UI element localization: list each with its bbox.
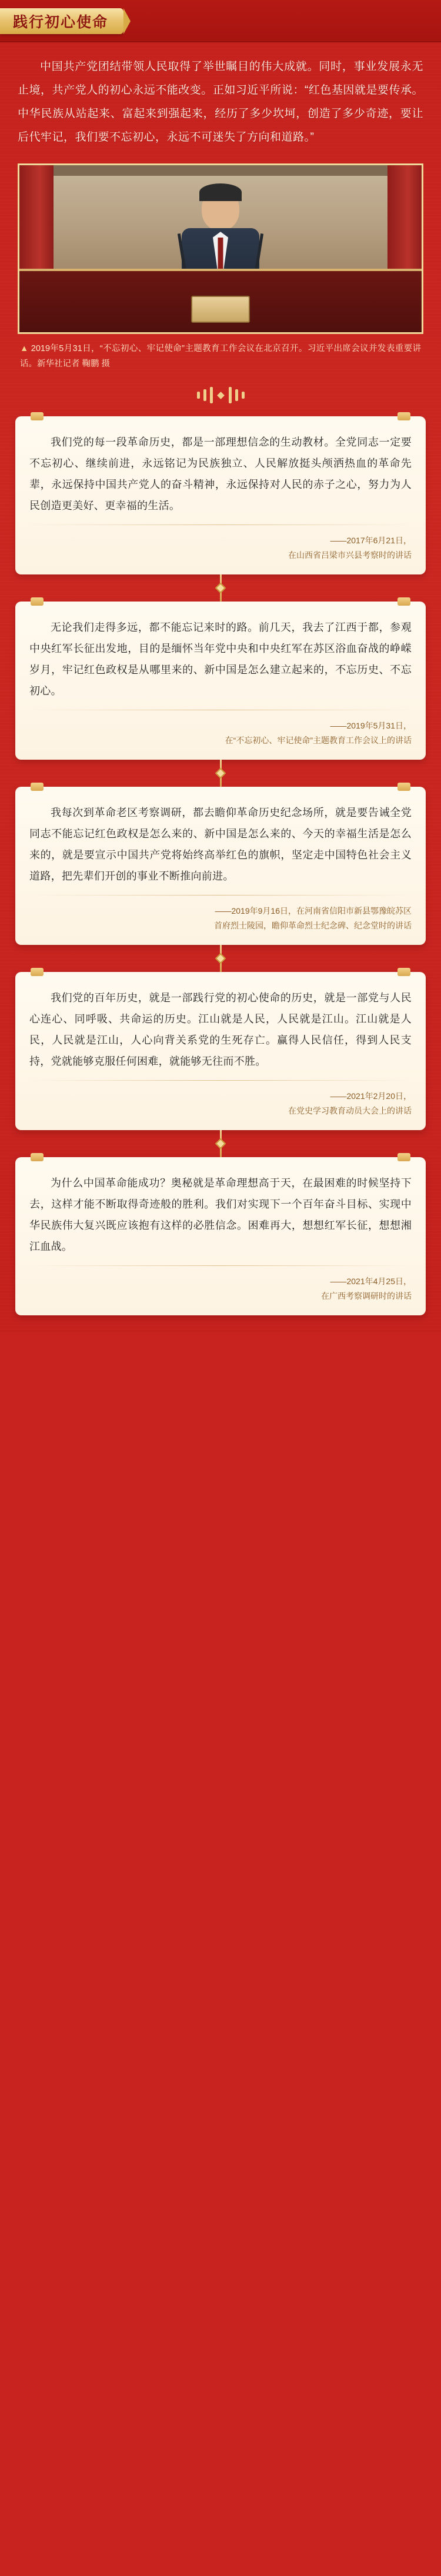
section-divider [0, 372, 441, 416]
photo-curtain-right [387, 165, 422, 269]
quote-rule [29, 895, 412, 896]
quote-rule [29, 1265, 412, 1266]
quote-source [29, 904, 412, 933]
quote-rule [29, 1080, 412, 1081]
quote-card [15, 972, 426, 1130]
connector-diamond-icon [215, 1138, 226, 1149]
quote-source-place: 在山西省吕梁市兴县考察时的讲话 [288, 550, 412, 560]
photo-speaker-head [202, 187, 239, 230]
caption-marker-icon: ▲ [20, 344, 29, 353]
quote-source-place: 在广西考察调研时的讲话 [321, 1291, 412, 1301]
photo-curtain-left [19, 165, 54, 269]
photo-speaker [182, 187, 259, 279]
header-ribbon [0, 8, 123, 34]
page-title: 践行初心使命 [13, 14, 109, 31]
divider-diamond-icon [217, 392, 225, 399]
quote-text: 为什么中国革命能成功？奥秘就是革命理想高于天，在最困难的时候坚持下去，这样才能不断取得奇迹般的胜利。我们对实现下一个百年奋斗目标、实现中华民族伟大复兴既应该抱有这样的必胜信念。困难再大，想想红军长征，想想湘江血战。 [29, 1177, 412, 1252]
connector-diamond-icon [215, 953, 226, 964]
quote-source-place: 在党史学习教育动员大会上的讲话 [288, 1106, 412, 1115]
card-connector [15, 945, 426, 972]
quote-card-block [15, 1157, 426, 1315]
quote-card-block [15, 972, 426, 1130]
connector-diamond-icon [215, 583, 226, 593]
quote-source-place: 首府烈士陵园，瞻仰革命烈士纪念碑、纪念堂时的讲话 [214, 921, 412, 930]
quote-source [29, 1089, 412, 1118]
quote-card-block [15, 787, 426, 945]
card-connector [15, 1130, 426, 1157]
quote-card [15, 416, 426, 574]
connector-diamond-icon [215, 768, 226, 779]
card-connector [15, 574, 426, 602]
quote-source-date: ——2019年5月31日， [330, 721, 412, 730]
quote-card-block [15, 416, 426, 574]
quote-text: 我们党的每一段革命历史，都是一部理想信念的生动教材。全党同志一定要不忘初心、继续前进，永远铭记为民族独立、人民解放挺头颅洒热血的革命先辈，永远保持中国共产党人的奋斗精神，永远保持对人民的赤子之心，努力为人民创造更美好、更幸福的生活。 [29, 436, 412, 512]
quote-source [29, 1274, 412, 1304]
photo-caption [0, 334, 441, 372]
quote-rule [29, 524, 412, 525]
photo-podium [19, 269, 422, 332]
quote-source-date: ——2019年9月16日，在河南省信阳市新县鄂豫皖苏区 [215, 906, 412, 916]
photo-section [0, 160, 441, 334]
quote-text: 我们党的百年历史，就是一部践行党的初心使命的历史，就是一部党与人民心连心、同呼吸、共命运的历史。江山就是人民，人民就是江山。江山就是人民，人民就是江山，人心向背关系党的生死存亡。赢得人民信任，得到人民支持，党就能够克服任何困难，就能够无往而不胜。 [29, 992, 412, 1067]
quote-source [29, 719, 412, 748]
quote-card-list [0, 416, 441, 1315]
quote-card [15, 787, 426, 945]
quote-card [15, 602, 426, 760]
quote-source [29, 533, 412, 563]
divider-bar [242, 392, 245, 399]
intro-paragraph: 中国共产党团结带领人民取得了举世瞩目的伟大成就。同时，事业发展永无止境，共产党人的初心永远不能改变。正如习近平所说：“红色基因就是要传承。中华民族从站起来、富起来到强起来，经历了多少坎坷，创造了多少奇迹，要让后代牢记，我们要不忘初心，永远不可迷失了方向和道路。” [18, 61, 423, 143]
quote-source-date: ——2021年4月25日， [330, 1277, 412, 1286]
quote-source-date: ——2021年2月20日， [330, 1091, 412, 1101]
caption-text: 2019年5月31日，“不忘初心、牢记使命”主题教育工作会议在北京召开。习近平出席会议并发表重要讲话。新华社记者 鞠鹏 摄 [20, 344, 421, 369]
quote-text: 无论我们走得多远，都不能忘记来时的路。前几天，我去了江西于都，参观中央红军长征出发地，目的是缅怀当年党中央和中央红军在苏区浴血奋战的峥嵘岁月，牢记红色政权是从哪里来的、新中国是怎么建立起来的，不忘历史、不忘初心。 [29, 622, 412, 697]
quote-source-date: ——2017年6月21日， [330, 536, 412, 545]
header-banner [0, 0, 441, 42]
divider-bar [210, 387, 213, 403]
quote-text: 我每次到革命老区考察调研，都去瞻仰革命历史纪念场所，就是要告诫全党同志不能忘记红色政权是怎么来的、新中国是怎么来的、今天的幸福生活是怎么来的，就是要宣示中国共产党将始终高举红色的旗帜，坚定走中国特色社会主义道路，把先辈们开创的事业不断推向前进。 [29, 807, 412, 882]
quote-source-place: 在“不忘初心、牢记使命”主题教育工作会议上的讲话 [225, 736, 412, 745]
divider-bar [203, 389, 206, 401]
divider-bar [235, 389, 238, 401]
quote-card-block [15, 602, 426, 760]
card-connector [15, 760, 426, 787]
meeting-photo [18, 163, 423, 334]
divider-bar [197, 392, 200, 399]
divider-bar [229, 387, 232, 403]
quote-card [15, 1157, 426, 1315]
